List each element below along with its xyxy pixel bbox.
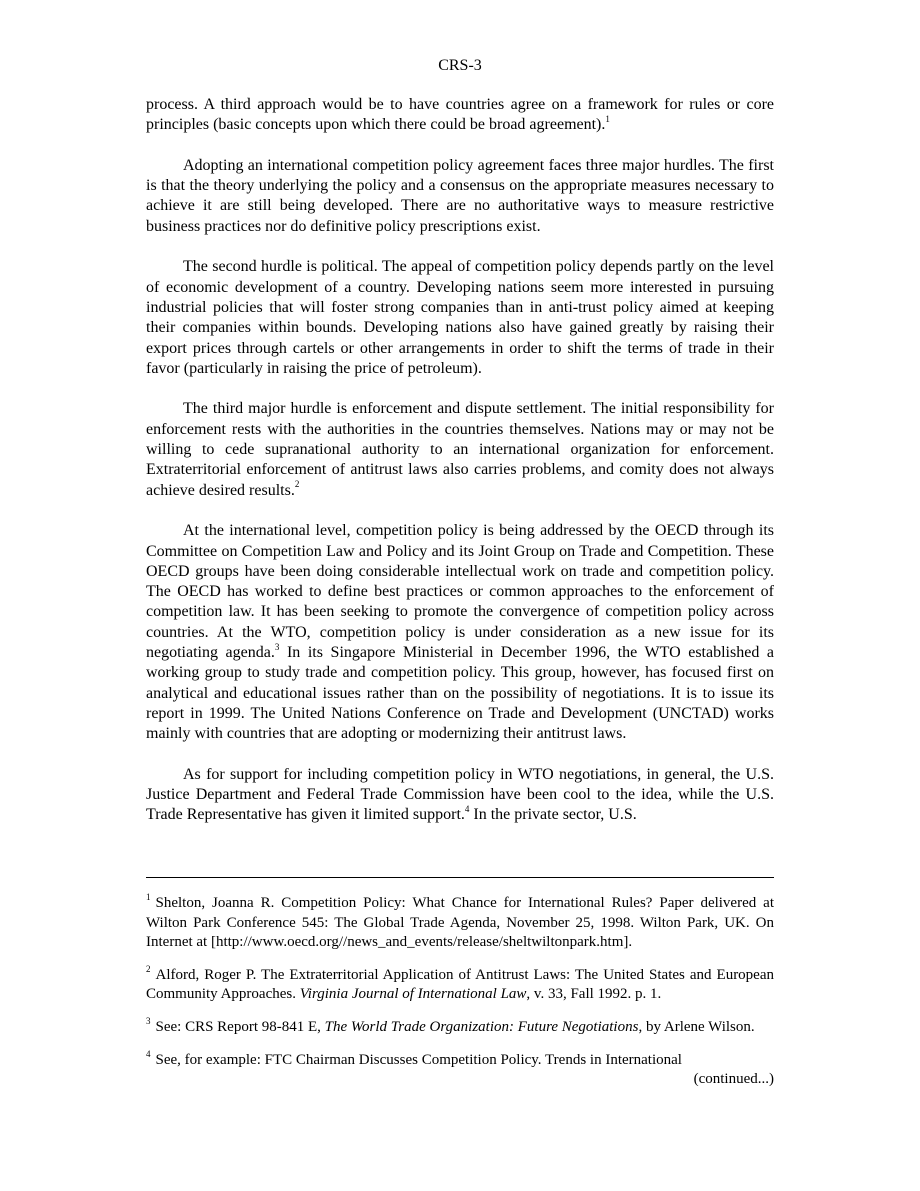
footnote-divider	[146, 877, 774, 878]
italic-title: The World Trade Organization: Future Negotiations	[324, 1018, 639, 1035]
footnote	[146, 1048, 774, 1071]
body-text	[146, 95, 774, 846]
footnote-number: 2	[146, 963, 151, 974]
footnote-number: 3	[146, 1015, 151, 1026]
text-run: As for support for including competition policy in WTO negotiations, in general, the U.S. Justice Department and Federal Trade Commission have been cool to the idea, while the U.S. Trade Representative has given it limited support.	[146, 765, 774, 824]
text-run: See, for example: FTC Chairman Discusses Competition Policy. Trends in International	[155, 1051, 682, 1068]
continued-note: (continued...)	[693, 1071, 774, 1088]
body-paragraph	[146, 95, 774, 136]
body-paragraph	[146, 257, 774, 379]
footnote-reference: 2	[294, 479, 300, 490]
footnote-number: 1	[146, 892, 151, 902]
text-run: In its Singapore Ministerial in December 1996, the WTO established a working group to study trade and competition policy. This group, however, has focused first on analytical and educational issues rather than on the possibility of negotiations. It is to issue its report in 1999. The United Nations Conference on Trade and Development (UNCTAD) works mainly with countries that are adopting or modernizing their antitrust laws.	[146, 644, 774, 743]
footnote	[146, 1015, 774, 1038]
body-paragraph	[146, 765, 774, 826]
footnotes-section	[146, 894, 774, 1090]
footnote-reference: 3	[274, 641, 280, 652]
text-run: Shelton, Joanna R. Competition Policy: What Chance for International Rules? Paper delivered at Wilton Park Conference 545: The Global Trade Agenda, November 25, 1998. Wilton Park, UK. On Internet at [http://www.oecd.org//news_and_events/release/sheltwiltonpark.htm].	[146, 895, 774, 951]
body-paragraph	[146, 156, 774, 237]
footnote	[146, 963, 774, 1005]
footnote-reference: 1	[605, 113, 610, 124]
body-paragraph	[146, 521, 774, 744]
text-run: Adopting an international competition policy agreement faces three major hurdles. The first is that the theory underlying the policy and a consensus on the appropriate measures necessary to achieve it are still being developed. There are no authoritative ways to measure restrictive business practices nor do definitive policy prescriptions exist.	[146, 156, 774, 235]
body-paragraph	[146, 399, 774, 500]
text-run: , by Arlene Wilson.	[638, 1018, 755, 1035]
text-run: The second hurdle is political. The appeal of competition policy depends partly on the level of economic development of a country. Developing nations seem more interested in pursuing industrial policies that will foster strong companies than in anti-trust policy aimed at keeping their companies within bounds. Developing nations also have gained greatly by raising their export prices through cartels or other arrangements in order to shift the terms of trade in their favor (particularly in raising the price of petroleum).	[146, 258, 774, 377]
footnote-number: 4	[146, 1048, 151, 1059]
text-run: , v. 33, Fall 1992. p. 1.	[526, 986, 662, 1003]
text-run: process. A third approach would be to have countries agree on a framework for rules or core principles (basic concepts upon which there could be broad agreement).	[146, 96, 774, 134]
page-header: CRS-3	[438, 57, 482, 74]
text-run: At the international level, competition policy is being addressed by the OECD through its Committee on Competition Law and Policy and its Joint Group on Trade and Competition. These OECD groups have been doing considerable intellectual work on trade and competition policy. The OECD has worked to define best practices or common approaches to the enforcement of competition law. It has been seeking to promote the convergence of competition policy across countries. At the WTO, competition policy is under consideration as a new issue for its negotiating agenda.	[146, 522, 774, 662]
footnote	[146, 894, 774, 953]
text-run: In the private sector, U.S.	[469, 806, 637, 824]
italic-title: Virginia Journal of International Law	[299, 986, 527, 1003]
text-run: The third major hurdle is enforcement and dispute settlement. The initial responsibility for enforcement rests with the authorities in the countries themselves. Nations may or may not be willing to cede supranational authority to an international organization for enforcement. Extraterritorial enforcement of antitrust laws also carries problems, and comity does not always achieve desired results.	[146, 400, 774, 499]
text-run: See: CRS Report 98-841 E,	[155, 1018, 325, 1035]
footnote-reference: 4	[464, 804, 470, 815]
text-run: Alford, Roger P. The Extraterritorial Application of Antitrust Laws: The United States and European Community Approaches.	[146, 966, 774, 1003]
